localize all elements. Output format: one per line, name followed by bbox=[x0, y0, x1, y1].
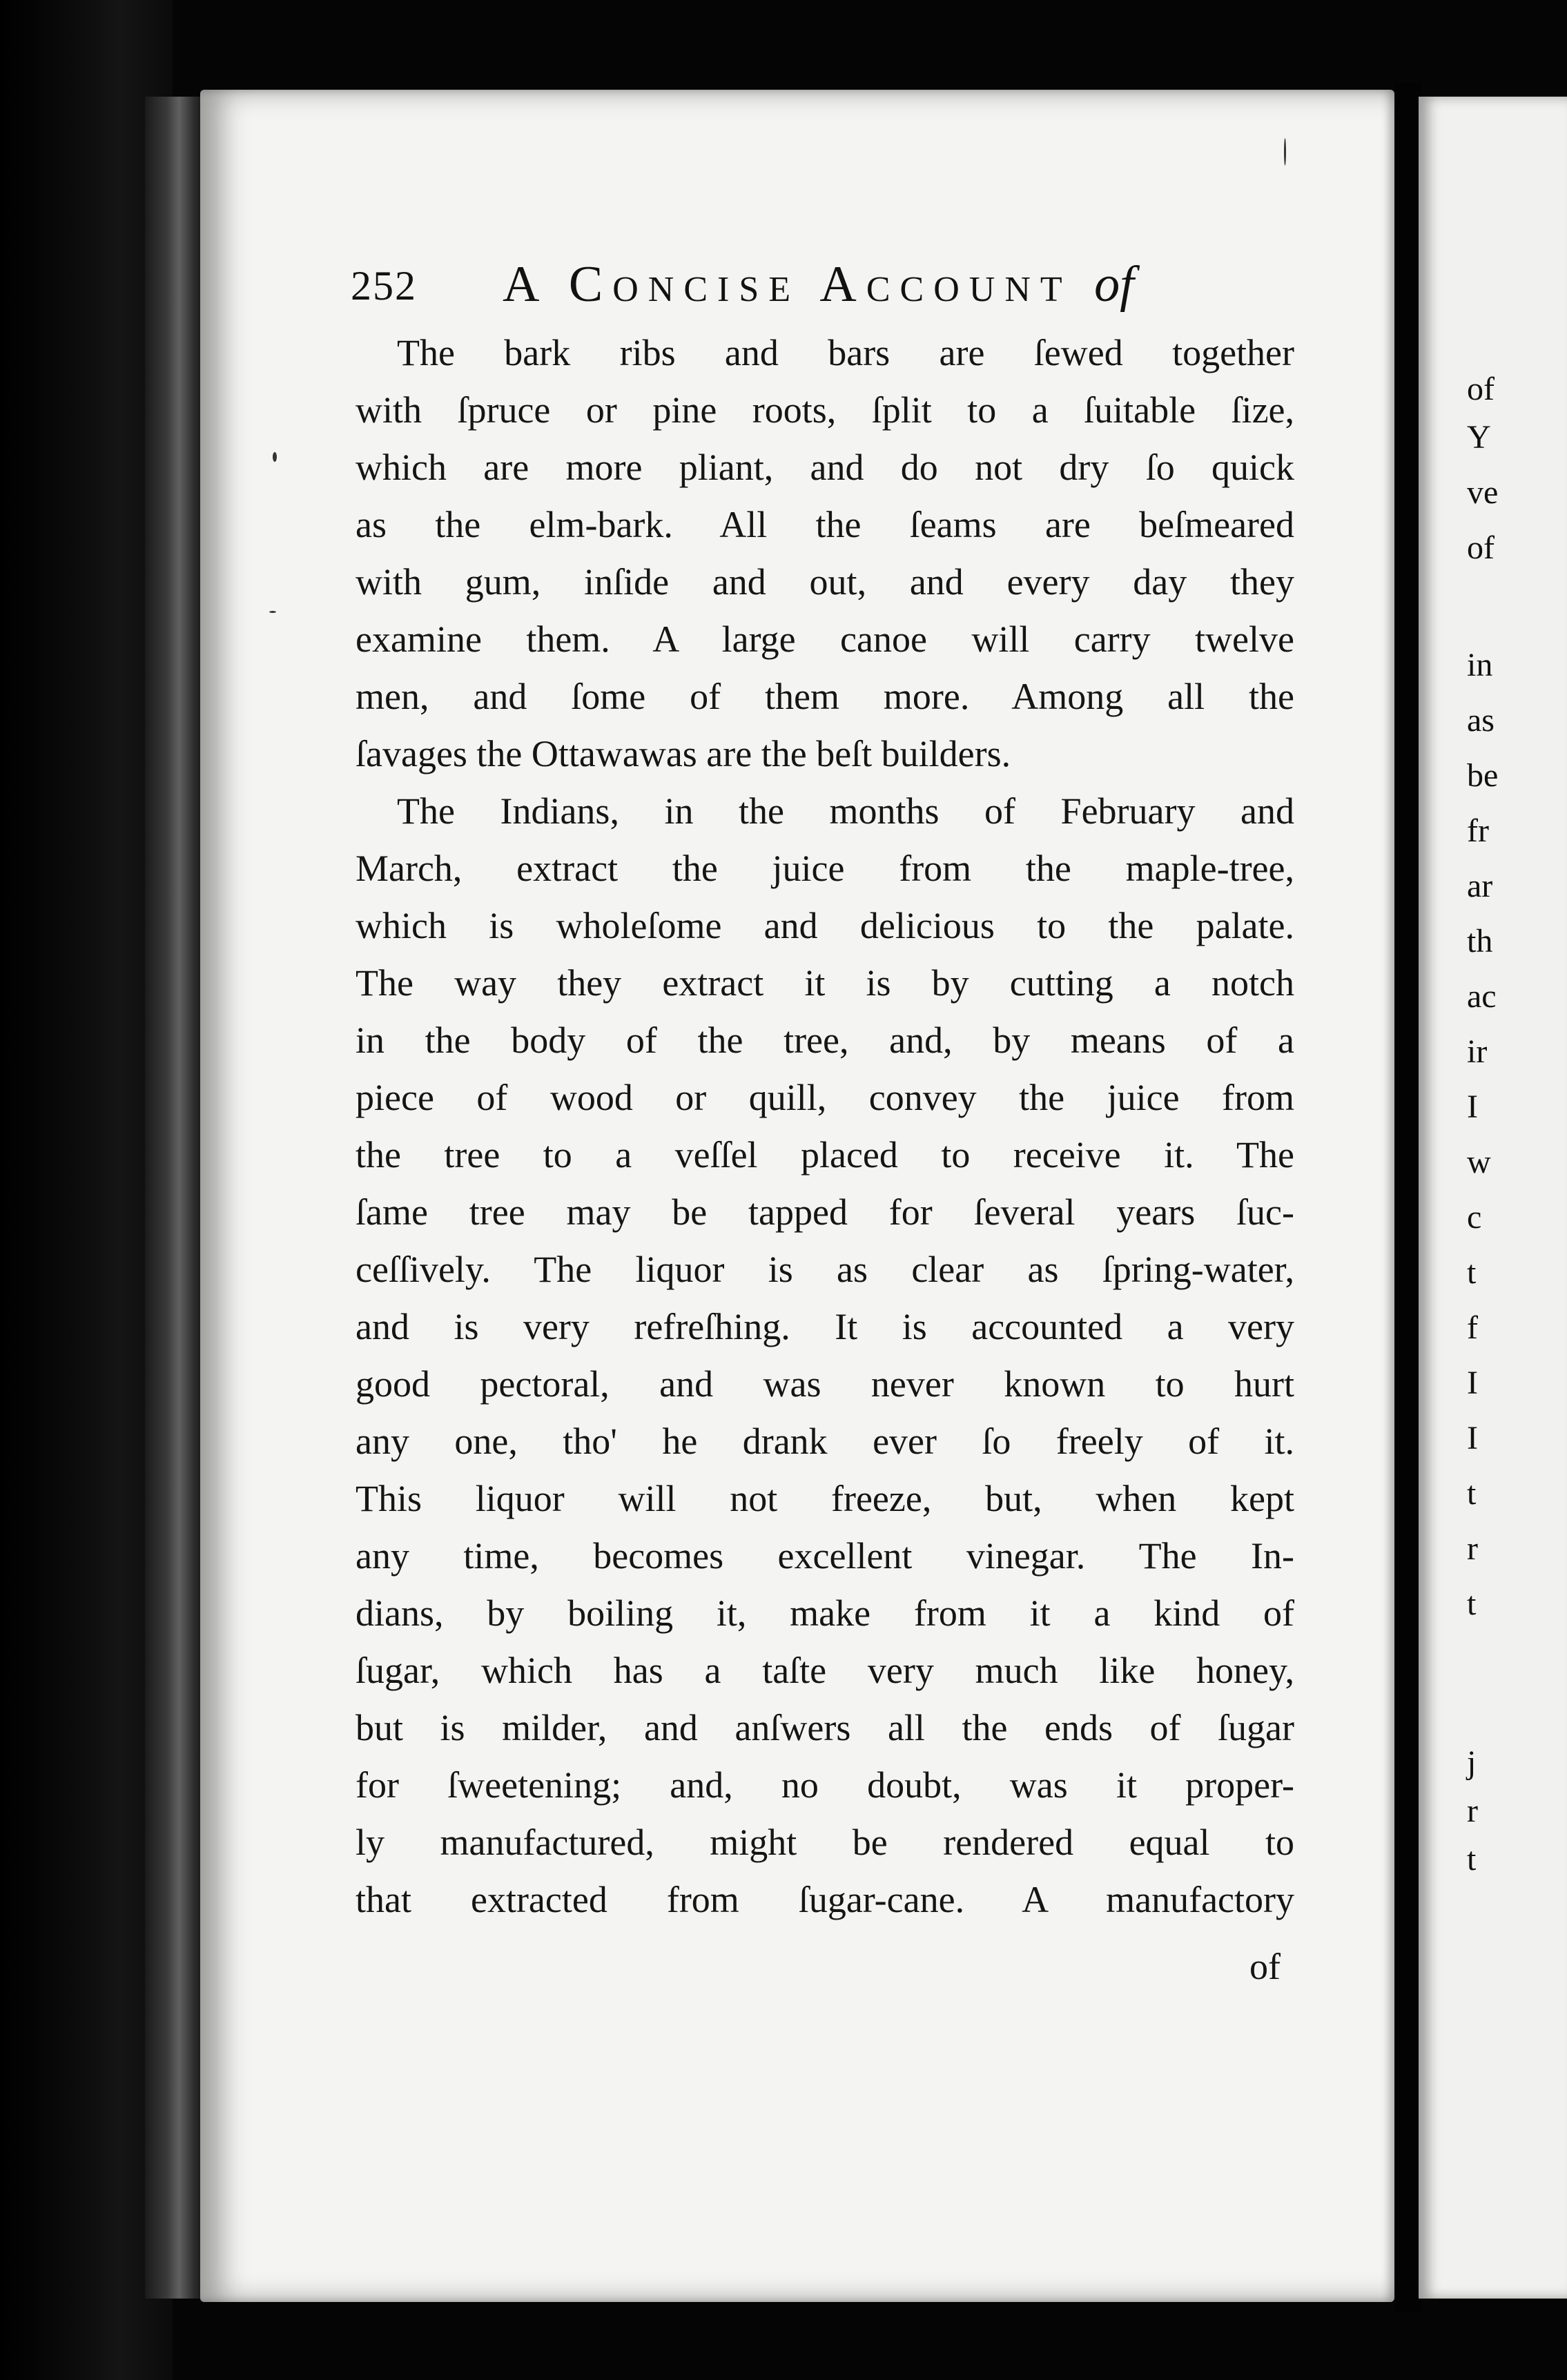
text-line: any time, becomes excellent vinegar. The In- bbox=[356, 1535, 1294, 1577]
facing-text-fragment: in bbox=[1467, 647, 1493, 683]
facing-text-fragment: w bbox=[1467, 1144, 1491, 1180]
text-line: ſugar, which has a taſte very much like honey, bbox=[356, 1650, 1294, 1691]
page-edge-stack bbox=[145, 97, 207, 2299]
text-line: examine them. A large canoe will carry twelve bbox=[356, 618, 1294, 660]
facing-text-fragment: j bbox=[1467, 1744, 1477, 1781]
body-text bbox=[356, 324, 1294, 1929]
text-line: ſame tree may be tapped for ſeveral years ſuc- bbox=[356, 1191, 1294, 1233]
facing-text-fragment: t bbox=[1467, 1475, 1477, 1512]
facing-text-fragment: as bbox=[1467, 702, 1495, 739]
facing-text-fragment: ac bbox=[1467, 978, 1497, 1015]
text-line: good pectoral, and was never known to hurt bbox=[356, 1363, 1294, 1405]
text-line: ſavages the Ottawawas are the beſt builders. bbox=[356, 733, 1011, 774]
text-line: The Indians, in the months of February and bbox=[397, 790, 1294, 832]
facing-text-fragment: of bbox=[1467, 529, 1495, 566]
facing-text-fragment: c bbox=[1467, 1199, 1482, 1236]
facing-text-fragment: fr bbox=[1467, 812, 1489, 849]
facing-text-fragment: I bbox=[1467, 1089, 1478, 1125]
text-line: This liquor will not freeze, but, when kept bbox=[356, 1478, 1294, 1519]
page-number: 252 bbox=[351, 263, 417, 309]
scan-speck bbox=[1284, 138, 1286, 166]
gutter-shadow bbox=[1394, 83, 1422, 2312]
text-line: in the body of the tree, and, by means of a bbox=[356, 1020, 1294, 1061]
paragraph-1 bbox=[356, 324, 1294, 783]
facing-text-fragment: I bbox=[1467, 1365, 1478, 1401]
facing-text-fragment: r bbox=[1467, 1530, 1478, 1567]
running-head bbox=[351, 255, 1303, 318]
text-line: which are more pliant, and do not dry ſo quick bbox=[356, 447, 1294, 488]
text-line: piece of wood or quill, convey the juice from bbox=[356, 1077, 1294, 1118]
text-line: which is wholeſome and delicious to the palate. bbox=[356, 905, 1294, 946]
text-line: ceſſively. The liquor is as clear as ſpring-water, bbox=[356, 1249, 1294, 1290]
text-line: with gum, inſide and out, and every day they bbox=[356, 561, 1294, 603]
text-line: for ſweetening; and, no doubt, was it proper- bbox=[356, 1764, 1294, 1806]
facing-text-fragment: of bbox=[1467, 371, 1495, 407]
text-line: any one, tho' he drank ever ſo freely of it. bbox=[356, 1421, 1294, 1462]
facing-text-fragment: t bbox=[1467, 1254, 1477, 1291]
scan-speck bbox=[273, 452, 277, 462]
facing-text-fragment: I bbox=[1467, 1420, 1478, 1456]
text-line: March, extract the juice from the maple-tree, bbox=[356, 848, 1294, 889]
paragraph-2 bbox=[356, 783, 1294, 1929]
text-line: dians, by boiling it, make from it a kind of bbox=[356, 1592, 1294, 1634]
catchword: of bbox=[1249, 1946, 1281, 1987]
facing-text-fragment: ar bbox=[1467, 868, 1493, 904]
facing-text-fragment: f bbox=[1467, 1309, 1478, 1346]
facing-text-fragment: t bbox=[1467, 1586, 1477, 1622]
text-line: men, and ſome of them more. Among all the bbox=[356, 676, 1294, 717]
scan-speck bbox=[269, 611, 276, 613]
text-line: but is milder, and anſwers all the ends of ſugar bbox=[356, 1707, 1294, 1748]
text-line: ly manufactured, might be rendered equal to bbox=[356, 1822, 1294, 1863]
facing-text-fragment: r bbox=[1467, 1793, 1478, 1829]
facing-text-fragment: ve bbox=[1467, 474, 1499, 511]
text-line: that extracted from ſugar-cane. A manufactory bbox=[356, 1879, 1294, 1920]
text-line: The bark ribs and bars are ſewed together bbox=[397, 332, 1294, 373]
facing-text-fragment: ir bbox=[1467, 1033, 1488, 1070]
running-title-tail: of bbox=[1094, 256, 1134, 313]
facing-page bbox=[1419, 97, 1567, 2299]
facing-text-fragment: Y bbox=[1467, 419, 1491, 456]
text-line: the tree to a veſſel placed to receive it. The bbox=[356, 1134, 1294, 1176]
running-title-text: A Concise Account bbox=[503, 256, 1072, 313]
text-line: with ſpruce or pine roots, ſplit to a ſuitable ſize, bbox=[356, 389, 1294, 431]
text-line: The way they extract it is by cutting a notch bbox=[356, 962, 1294, 1004]
facing-text-fragment: t bbox=[1467, 1841, 1477, 1877]
facing-text-fragment: be bbox=[1467, 757, 1499, 794]
facing-text-fragment: th bbox=[1467, 923, 1493, 959]
text-line: as the elm-bark. All the ſeams are beſmeared bbox=[356, 504, 1294, 545]
text-line: and is very refreſhing. It is accounted a very bbox=[356, 1306, 1294, 1347]
running-title bbox=[503, 255, 1134, 314]
